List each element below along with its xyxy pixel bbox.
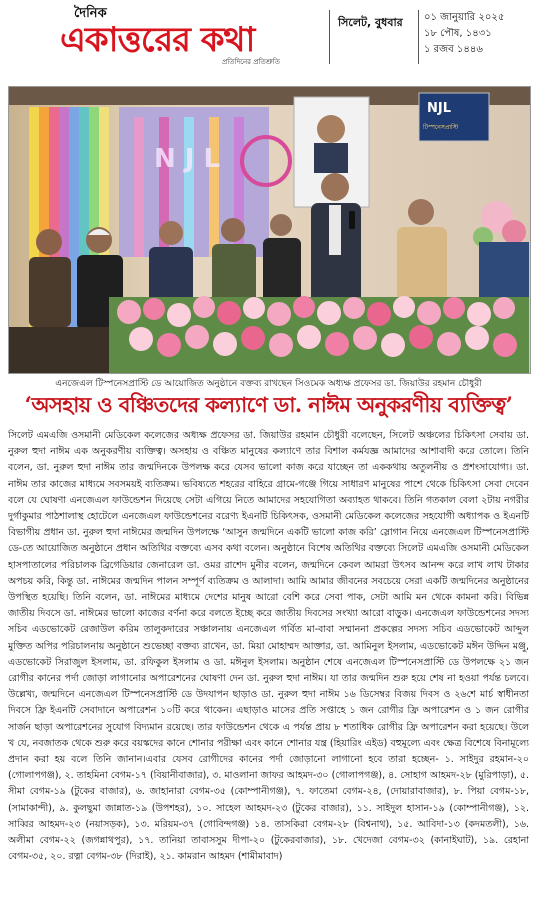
headline: ‘অসহায় ও বঞ্চিতদের কল্যাণে ডা. নাঈম অনুকরণীয় ব্যক্তিত্ব’: [24, 392, 513, 417]
photo-caption: এনজেএল টিস্পনেসপ্রাস্টি ডে আয়োজিত অনুষ্ঠানে বক্তব্য রাখছেন সিওমেক অধ্যক্ষ প্রফেসর ডা. জিয়াউর রহমান চৌধুরী: [55, 379, 482, 389]
newspaper-prefix: দৈনিক: [74, 6, 107, 21]
poster-portrait: [317, 115, 345, 143]
divider: [329, 10, 330, 64]
article-paragraph: সিলেট এমএজি ওসমানী মেডিকেল কলেজের অধ্যক্ষ প্রফেসর ডা. জিয়াউর রহমান চৌধুরী বলেছেন, সিলেট অঞ্চলের চিকিৎসা সেবায় ডা. নুরুল হুদা নাঈম এক অনুকরণীয় ব্যক্তিত্ব। অসহায় ও বঞ্চিত মানুষের কল্যাণে তার বিশাল কর্মযজ্ঞ আমাদের আশাবাদী করে তোলে। তিনি বলেন, ডা. নুরুল হুদা নাঈম তার জন্মদিনকে উপলক্ষ করে যেসব ভালো কাজ করে যাচ্ছেন তা এককথায় অতুলনীয় ও প্রশংসাযোগ্য। ডা. নাঈম তার কাজের মাধ্যমে সবসময়ই ব্যতিক্রম। ভবিষ্যতে শহরের বাহিরে গ্রামে-গঞ্জে গিয়ে সাধারণ মানুষের পাশে থেকে চিকিৎসা সেবা দেবেন বলে যে ঘোষণা এনজেএল ফাউন্ডেশন দিয়েছে সেটা এগিয়ে নিতে আমাদের সহযোগিতা অব্যাহত থাকবে। তিনি গতকাল বেলা ২টায় নগরীর দুর্গাকুমার পাঠশালাস্থ হোটেলে এনজেএল ফাউন্ডেশনের বরেণ্য ইএনটি চিকিৎসক, ওসমানী মেডিকেল কলেজের সহযোগী অধ্যাপক ও ইএনটি বিভাগীয় প্রধান ডা. নুরুল হুদা নাঈমের জন্মদিন উপলক্ষে ‘আসুন জন্মদিনে একটি ভালো কাজ করি’ স্লোগান নিয়ে এনজেএল টিস্পনেসপ্রাস্টি ডে-তে আয়োজিত অনুষ্ঠানে প্রধান অতিথির বক্তব্যে এসব কথা বলেন। অনুষ্ঠানে বিশেষ অতিথির বক্তব্যে সিলেট এমএজি ওসমানী মেডিকেল হাসপাতালের পরিচালক ব্রিগেডিয়ার জেনারেল ডা. ওমর রাশেদ মুনীর বলেন, জন্মদিনে কেবল আমরা উৎসব আনন্দ করে লাখ লাখ টাকার অপচয় করি, কিন্তু ডা. নাঈমের জন্মদিন পালন সম্পূর্ণ ব্যতিক্রম ও আলাদা। আমি আমার জীবনের সবচেয়ে সেরা একটি জন্মদিনের অনুষ্ঠানের উপস্থিত হয়েছি। তিনি বলেন, ডা. নাঈমের মাধ্যমে দেশের মানুষ আরো বেশি করে সেবা পাক, সেটা আমি মন থেকে কামনা করি। বিভিন্ন জাতীয় দিবসে ডা. নাঈমের ভালো কাজের বর্ণনা করে বলতে ইচ্ছে করে জাতীয় দিবসের সংখ্যা আরো বাড়ুক। এনজেএল ফাউন্ডেশনের সদস্য সচিব এডভোকেট রেজাউল করিম তালুকদারের সঞ্চালনায় এনজেএল গর্বিত মা-বাবা সম্মাননা প্রকল্পের সদস্য সচিব এডভোকেট আব্দুল মুক্তিত অপির পরিচালনায় অনুষ্ঠানে শুভেচ্ছা বক্তব্য রাখেন, ডা. মিয়া মোহাম্মদ আক্তার, ডা. আমিনুল ইসলাম, এডভোকেট মঈন উদ্দিন মঞ্জু, এডভোকেট সিরাজুল ইসলাম, ডা. রফিকুল ইসলাম ও ডা. মঈনুল ইসলাম। অনুষ্ঠান শেষে এনজেএল টিস্পনেসপ্রাস্টি ডে উপলক্ষে ২১ জন রোগীর কানের পর্দা জোড়া লাগানোর অপারেশনের ঘোষণা দেন ডা. নুরুল হুদা নাঈম। যা তার জন্মদিন শুরু হয়ে শেষ না হওয়া পর্যন্ত চলবে। উল্লেখ্য, জন্মদিনে এনজেএল টিস্পনেসপ্রাস্টি ডে উদযাপন ছাড়াও ডা. নুরুল হুদা নাঈম ১৬ ডিসেম্বর বিজয় দিবস ও ২৬শে মার্চ স্বাধীনতা দিবসে ফ্রি ইএনটি সেবাদানে অপারেশন ১০টি করে থাকেন। এছাড়াও মাসের প্রতি সপ্তাহে ১ জন রোগীর ফ্রি অপারেশন ও ১ জন রোগীর সার্জন ছাড়া অপারেশনের সুযোগ বিদ্যমান রয়েছে। তার ফাউন্ডেশন থেকে এ পর্যন্ত প্রায় ৮ শতাধিক রোগীর ফ্রি অপারেশন করা হয়েছে। উলে খ যে, নবজাতক থেকে শুরু করে বয়স্কদের কানে শোনার পরীক্ষা এবং কানে শোনার যন্ত্র (হিয়ারিং এইড) বহুমূল্যে এবং ক্ষেত্র বিশেষে বিনামূল্যে প্রদান করা হয় বলে তিনি জানান।এবার যেসব রোগীদের কানের পর্দা জোড়ানো লাগানো হবে তারা হচ্ছেন- ১. সাইদুর রহমান-২০ (গোলাপগঞ্জ), ২. তাহমিনা বেগম-১৭ (বিয়ানীবাজার), ৩. মাওলানা জাফর আহমদ-৩০ (গোলাপগঞ্জ), ৪. সোহাগ আহমদ-২৮ (মুরিপাড়া), ৫. সীমা বেগম-১৯ (টুকের বাজার), ৬. জাহানারা বেগম-৩৫ (কোম্পানীগঞ্জ), ৭. ফাতেমা বেগম-২৪, (দোয়ারাবাজার), ৮. পিয়া বেগম-১৮, (সামাকান্দী), ৯. কুলছুমা জান্নাত-১৯ (উপশহর), ১০. সাহেল আহমদ-২৩ (টুকের বাজার), ১১. সাইদুল হাসান-১৯ (কোম্পানীগঞ্জ), ১২. সাব্বির আহমদ-২৩ (নয়াসড়ক), ১৩. মরিয়ম-৩৭ (গোবিন্দগঞ্জ) ১৪. তাসকিরা বেগম-২৮ (বিশ্বনাথ), ১৫. আবিদা-১৩ (কদমতলী), ১৬. অলীমা বেগম-২২ (জগন্নাথপুর), ১৭. তানিয়া তাবাসসুম দীপা-২০ (টুকেরবাজার), ১৮. খেদেজা বেগম-৩২ (কানাইঘাট), ১৯. রেহানা বেগম-৩৫, ২০. রত্না বেগম-৩৮ (দিরাই), ২১. কামরান আহমদ (শামীমাবাদ): [8, 430, 529, 863]
article-body: [8, 428, 529, 912]
news-photo: [8, 86, 531, 374]
date-bangla: ১৮ পৌষ, ১৪৩১: [424, 28, 492, 39]
event-photo-illustration: [9, 87, 530, 373]
place-and-day: সিলেট, বুধবার: [338, 16, 403, 29]
masthead: [0, 0, 537, 80]
banner-subtext: টিস্পনেসপ্রাস্টি: [423, 124, 459, 131]
svg-text:N J L: N J L: [154, 144, 221, 174]
window-panels: [119, 107, 269, 257]
date-hijri: ১ রজব ১৪৪৬: [424, 44, 483, 55]
newspaper-logo: একাত্তরের কথা: [60, 20, 255, 60]
issue-dates: [424, 10, 504, 58]
foreground-chairs: [9, 327, 109, 373]
table-flowers: [109, 296, 529, 373]
divider: [418, 10, 419, 64]
date-english: ০১ জানুয়ারি ২০২৫: [424, 12, 505, 23]
newspaper-tagline: প্রতিদিনের প্রতিশ্রুতি: [222, 58, 280, 66]
banner-text: NJL: [427, 101, 452, 116]
